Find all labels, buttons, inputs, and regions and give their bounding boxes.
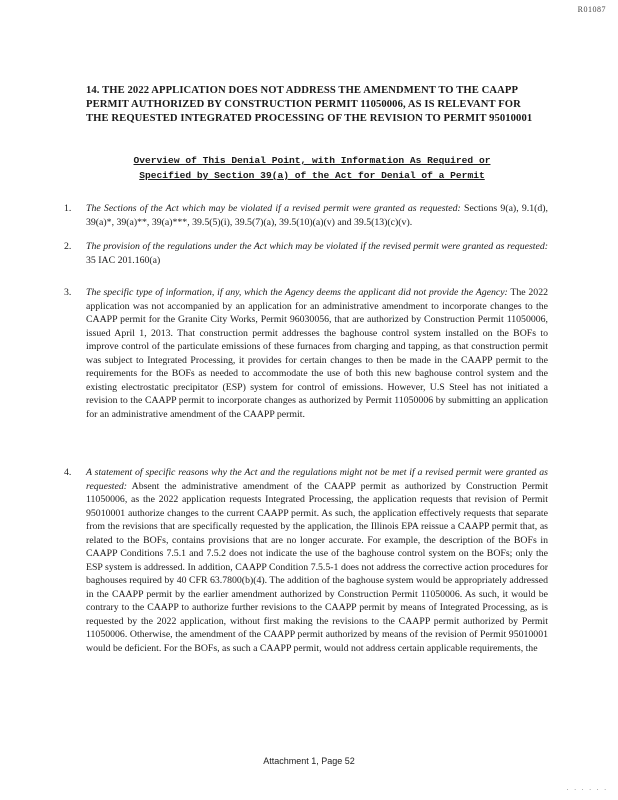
item-text: Absent the administrative amendment of the CAAPP permit as authorized by Construction Permit 11050006, as the 2022 application requests Integrated Processing, the application requests that revision of Permit 95010001 authorize changes to the current CAAPP permit. As such, the application effectively requests that separate from the revisions that are specifically requested by the application, the Illinois EPA reissue a CAAPP permit that, as related to the BOFs, contains provisions that are no longer accurate. For example, the description of the BOFs in CAAPP Conditions 7.5.1 and 7.5.2 does not indicate the use of the baghouse control system on the BOFs; only the ESP system is addressed. In addition, CAAPP Condition 7.5.5-1 does not address the corrective action procedures for baghouses required by 40 CFR 63.7800(b)(4). The addition of the baghouse system would be appropriately addressed in the CAAPP permit by the earlier amendment authorized by Construction Permit 11050006. As such, it would be contrary to the CAAPP to authorize further revisions to the CAAPP permit by means of Integrated Processing, as is requested by the 2022 application, without first making the revisions to the CAAPP permit authorized by Permit 11050006. Otherwise, the amendment of the CAAPP permit authorized by means of the revision of Permit 95010001 would be deficient. For the BOFs, as such a CAAPP permit, would not address certain applicable requirements, the bbox=[86, 480, 548, 654]
item-lead: The Sections of the Act which may be violated if a revised permit were granted as requested: bbox=[86, 203, 461, 214]
item-lead: A statement of specific reasons why the Act and the regulations might not be met if a revised permit were granted as requested: bbox=[86, 467, 548, 492]
overview-line-2: Specified by Section 39(a) of the Act for Denial of a Permit bbox=[139, 170, 485, 181]
page-footer: Attachment 1, Page 52 bbox=[263, 756, 355, 766]
item-number: 3. bbox=[64, 287, 72, 298]
document-id: R01087 bbox=[577, 5, 606, 14]
item-number: 2. bbox=[64, 241, 72, 252]
overview-line-1: Overview of This Denial Point, with Information As Required or bbox=[133, 155, 491, 166]
item-text: The 2022 application was not accompanied by an application for an administrative amendment to incorporate changes to the CAAPP permit for the Granite City Works, Permit 96030056, that are authorized by Construction Permit 11050006, issued April 1, 2013. That construction permit addresses the baghouse control system installed on the BOFs to improve control of the particulate emissions of these furnaces from charging and tapping, as that construction permit was subject to Integrated Processing, it provides for certain changes to then be made in the CAAPP permit to the requirements for the BOFs as needed to accommodate the use of both this new baghouse control system and the existing electrostatic precipitator (ESP) system for control of emissions. However, U.S Steel has not initiated a revision to the CAAPP permit to incorporate changes as authorized by Permit 11050006 by submitting an application for an administrative amendment of the CAAPP permit. bbox=[86, 287, 548, 420]
overview-title bbox=[86, 153, 538, 183]
item-number: 1. bbox=[64, 203, 72, 214]
item-text: 35 IAC 201.160(a) bbox=[86, 254, 161, 266]
item-lead: The provision of the regulations under the Act which may be violated if the revised permit were granted as requested: bbox=[86, 241, 548, 252]
corner-marks: . . . . . . bbox=[566, 784, 608, 792]
item-lead: The specific type of information, if any, which the Agency deems the applicant did not provide the Agency: bbox=[86, 287, 508, 298]
item-body bbox=[86, 466, 548, 655]
section-heading: 14. THE 2022 APPLICATION DOES NOT ADDRESS THE AMENDMENT TO THE CAAPP PERMIT AUTHORIZED BY CONSTRUCTION PERMIT 11050006, AS IS RELEVANT FOR THE REQUESTED INTEGRATED PROCESSING OF THE REVISION TO PERMIT 95010001 bbox=[86, 85, 533, 124]
item-body bbox=[86, 202, 548, 229]
item-body bbox=[86, 240, 548, 267]
item-number: 4. bbox=[64, 467, 72, 478]
item-body bbox=[86, 286, 548, 421]
item-text: Sections 9(a), 9.1(d), 39(a)*, 39(a)**, 39(a)***, 39.5(5)(i), 39.5(7)(a), 39.5(10)(a)(v) and 39.5(13)(c)(v). bbox=[86, 203, 549, 228]
